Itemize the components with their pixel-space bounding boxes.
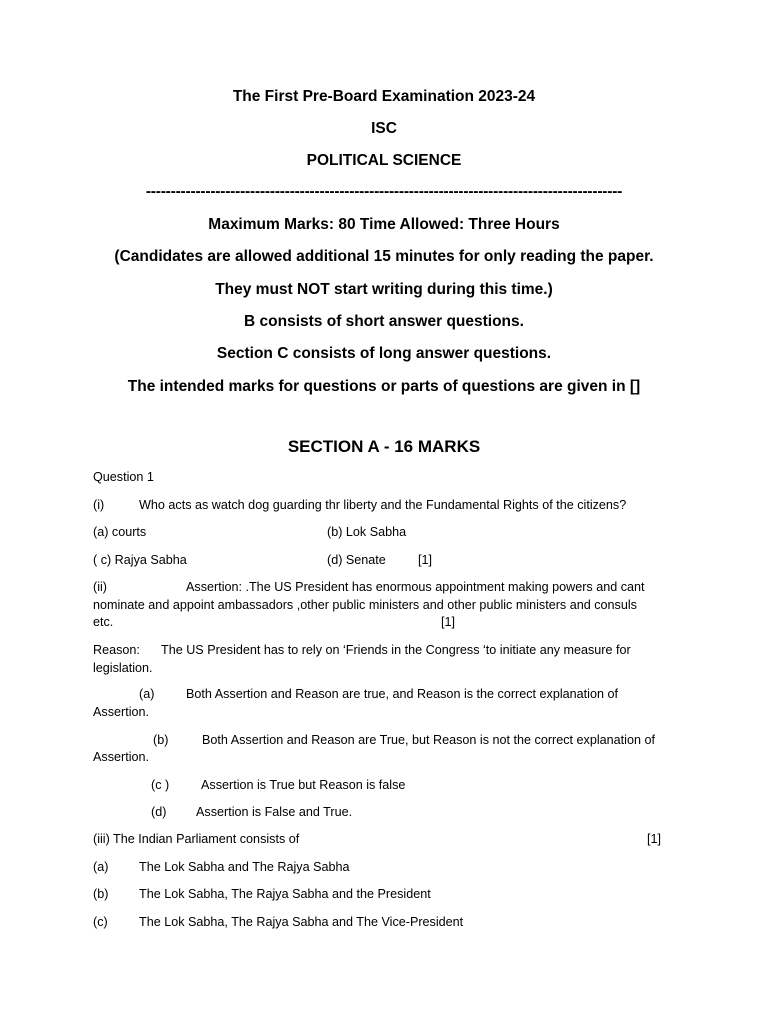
- q3-option-a-label: (a): [93, 860, 109, 874]
- q1-option-b: (b) Lok Sabha: [327, 525, 407, 539]
- q2-option-a-line-2: Assertion.: [93, 705, 149, 719]
- instruction-line-1: (Candidates are allowed additional 15 minutes for only reading the paper.: [114, 248, 654, 265]
- instruction-line-4: Section C consists of long answer questions.: [216, 345, 552, 362]
- instruction-line-3: B consists of short answer questions.: [244, 313, 524, 330]
- q1-option-d: (d) Senate: [327, 553, 386, 567]
- instruction-line-5: The intended marks for questions or parts of questions are given in []: [127, 378, 641, 395]
- q3-option-c-label: (c): [93, 915, 108, 929]
- q3-option-b-label: (b): [93, 887, 109, 901]
- q3-text: (iii) The Indian Parliament consists of: [93, 832, 300, 846]
- q2-number: (ii): [93, 580, 107, 594]
- question-label: Question 1: [93, 470, 154, 484]
- separator-line: ------------------------------------------------------------------------------------------------: [145, 183, 623, 200]
- q1-marks: [1]: [418, 553, 433, 567]
- q2-option-c: Assertion is True but Reason is false: [201, 778, 406, 792]
- q3-option-a: The Lok Sabha and The Rajya Sabha: [139, 860, 350, 874]
- q2-option-b-line-2: Assertion.: [93, 750, 149, 764]
- subject-name: POLITICAL SCIENCE: [306, 152, 462, 169]
- section-a-title: SECTION A - 16 MARKS: [287, 437, 481, 456]
- exam-title: The First Pre-Board Examination 2023-24: [232, 88, 536, 105]
- q2-reason-line-2: legislation.: [93, 661, 153, 675]
- q2-assertion-line-2: nominate and appoint ambassadors ,other public ministers and other public ministers and consuls: [93, 598, 637, 612]
- q1-option-a: (a) courts: [93, 525, 147, 539]
- q2-marks: [1]: [441, 615, 456, 629]
- q1-number: (i): [93, 498, 105, 512]
- q1-option-c: ( c) Rajya Sabha: [93, 553, 187, 567]
- q2-option-d: Assertion is False and True.: [196, 805, 353, 819]
- q2-reason-label: Reason:: [93, 643, 140, 657]
- q2-option-b-line-1: Both Assertion and Reason are True, but Reason is not the correct explanation of: [202, 733, 655, 747]
- instruction-line-2: They must NOT start writing during this time.): [215, 281, 553, 298]
- q1-text: Who acts as watch dog guarding thr liberty and the Fundamental Rights of the citizens?: [139, 498, 627, 512]
- marks-time-line: Maximum Marks: 80 Time Allowed: Three Hours: [208, 216, 560, 233]
- board-name: ISC: [371, 120, 397, 137]
- q2-option-d-label: (d): [151, 805, 167, 819]
- q3-marks: [1]: [647, 832, 662, 846]
- q3-option-b: The Lok Sabha, The Rajya Sabha and the President: [139, 887, 431, 901]
- q2-option-c-label: (c ): [151, 778, 170, 792]
- q2-assertion-line-3: etc.: [93, 615, 114, 629]
- q2-reason-line-1: The US President has to rely on ‘Friends in the Congress ‘to initiate any measure for: [161, 643, 631, 657]
- q2-assertion-line-1: Assertion: .The US President has enormous appointment making powers and cant: [186, 580, 645, 594]
- q2-option-a-label: (a): [139, 687, 155, 701]
- q2-option-a-line-1: Both Assertion and Reason are true, and Reason is the correct explanation of: [186, 687, 618, 701]
- q3-option-c: The Lok Sabha, The Rajya Sabha and The Vice-President: [139, 915, 464, 929]
- q2-option-b-label: (b): [153, 733, 169, 747]
